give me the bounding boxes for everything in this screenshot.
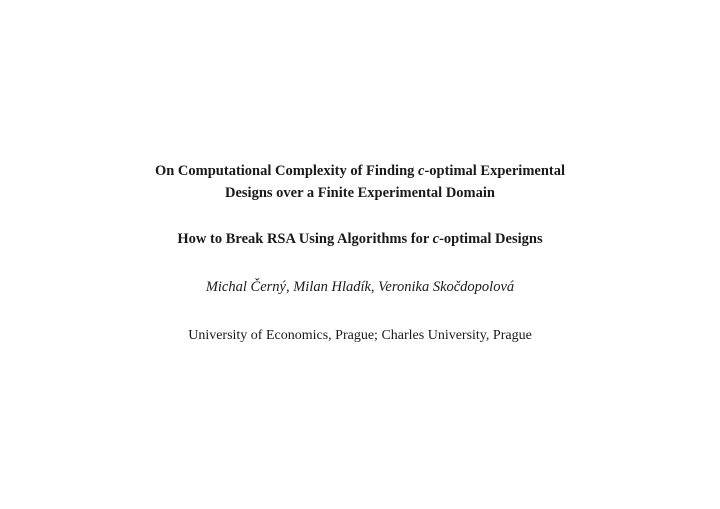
subtitle-post: -optimal Designs — [439, 231, 543, 247]
authors: Michal Černý, Milan Hladík, Veronika Skočdopolová — [205, 279, 515, 295]
subtitle-pre: How to Break RSA Using Algorithms for — [177, 231, 433, 247]
paper-title — [0, 160, 720, 204]
title-line-2: Designs over a Finite Experimental Domain — [225, 185, 495, 201]
paper-subtitle — [0, 229, 720, 249]
title-variable: c — [418, 163, 425, 179]
title-line-1-post: -optimal Experimental — [424, 163, 566, 179]
affiliation: University of Economics, Prague; Charles University, Prague — [188, 328, 532, 343]
title-line-1-pre: On Computational Complexity of Finding — [154, 163, 419, 179]
title-line-1 — [0, 160, 720, 182]
subtitle-variable: c — [432, 231, 440, 247]
